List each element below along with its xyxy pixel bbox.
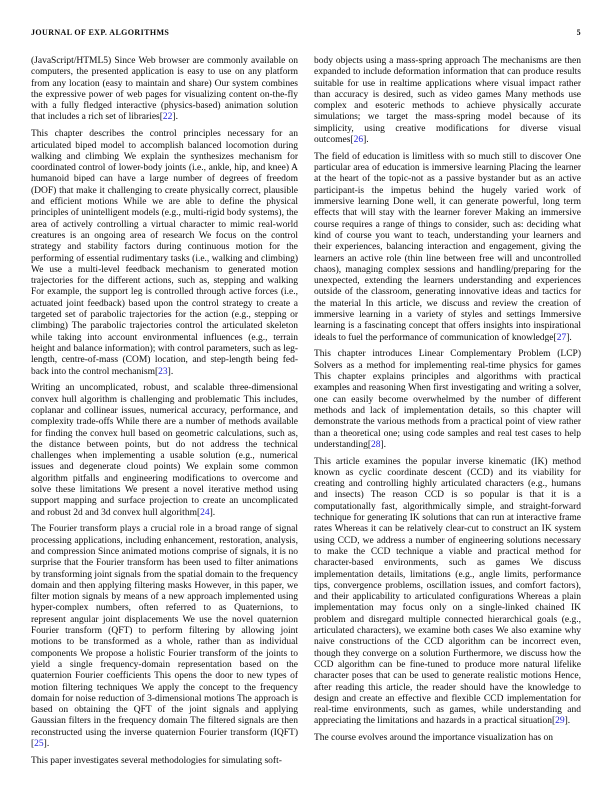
paragraph	[314, 56, 581, 146]
citation-bracket: [	[31, 739, 35, 750]
journal-title: JOURNAL OF EXP. ALGORITHMS	[31, 28, 170, 37]
citation-bracket: [	[551, 716, 556, 727]
citation-link[interactable]: 22	[162, 112, 173, 123]
paragraph-text: This paper investigates several methodologies for simulating soft-	[31, 755, 282, 766]
citation-bracket: [	[155, 366, 159, 377]
citation-link[interactable]: 27	[556, 332, 567, 343]
citation-link[interactable]: 23	[158, 366, 168, 377]
citation-bracket: [	[350, 135, 354, 146]
citation-link[interactable]: 28	[371, 439, 381, 450]
paragraph	[31, 524, 298, 750]
citation-bracket: ].	[167, 366, 174, 377]
citation-link[interactable]: 24	[200, 507, 210, 518]
paragraph-text: This chapter describes the control principles necessary for an articulated biped model to accomplish balanced locomotion during walking and climbing We explain the synthesizes mechanism for coordinated control of lower-body joints (i.e., ankle, hip, and knee) A humanoid biped can have a large number of degrees of freedom (DOF) that make it challenging to create physically correct, plausible and efficient motions While we are able to define the physical principles of unintelligent models (e.g., multi-rigid body systems), the area of actively controlling a virtual character to mimic real-world creatures is an ongoing area of research We focus on the control strategy and stability factors during continuous motion for the performing of essential rudimentary tasks (i.e., walking and climbing) We use a multi-level feedback mechanism to generated motion trajectories for the different actions, such as, stepping and walking For example, the support leg is controlled through active forces (i.e., actuated joint feedback) based upon the control strategy to create a targeted set of parabolic trajectories for the action (e.g., stepping or climbing) The parabolic trajectories control the articulated skeleton while taking into account environmental influences (e.g., terrain height and balance information); with control parameters, such as leg-length, centre-of-mass (COM) location, and step-length being fed-back into the control mechanism	[31, 129, 298, 377]
citation-bracket: ].	[566, 332, 572, 343]
text-columns	[31, 56, 581, 767]
citation-bracket: ].	[209, 507, 216, 518]
citation-link[interactable]: 25	[34, 739, 44, 750]
citation-link[interactable]: 29	[555, 716, 565, 727]
citation-bracket: [	[196, 507, 201, 518]
paragraph-text: The field of education is limitless with so much still to discover One particular area of education is immersive learning Placing the learner at the heart of the topic-not as a passive bystander but as an active participant-is the impetus behind the hugely varied work of immersive learning Done well, it can generate powerful, long term effects that will stay with the learner forever Making an immersive course requires a range of things to consider, such as: deciding what kind of course you want to teach, understanding your learners and their experiences, balancing interaction and engagement, giving the learners an active role (thin line between free will and uncontrolled chaos), managing complex sessions and handling/preparing for the unexpected, extending the learners understanding and experiences outside of the classroom, generating innovative ideas and tactics for the material In this article, we discuss and review the creation of immersive learning in a variety of styles and settings Immersive learning is a fascinating concept that offers insights into inspirational ideals to fuel the performance of communication of knowledge	[314, 151, 581, 343]
citation-bracket: [	[159, 112, 163, 123]
citation-bracket: ].	[172, 112, 178, 123]
paragraph-text: Writing an uncomplicated, robust, and scalable three-dimensional convex hull algorithm is challenging and problematic This includes, coplanar and collinear issues, numerical accuracy, performance, and complexity trade-offs While there are a number of methods available for finding the convex hull based on geometric calculations, such as, the distance between points, but do not address the technical challenges when implementing a usable solution (e.g., numerical issues and degenerate cloud points) We explain some common algorithm pitfalls and engineering modifications to overcome and solve these limitations We present a novel iterative method using support mapping and surface projection to create an uncomplicated and robust 2d and 3d convex hull algorithm	[31, 383, 298, 518]
paragraph	[31, 383, 298, 519]
paragraph	[31, 129, 298, 378]
citation-bracket: [	[367, 439, 371, 450]
paragraph-text: This article examines the popular inverse kinematic (IK) method known as cyclic coordinate descent (CCD) and its viability for creating and controlling highly articulated characters (e.g., humans and insects) The reason CCD is so popular is that it is a computationally fast, algorithmically simple, and straight-forward technique for generating IK solutions that can run at interactive frame rates Whereas it can be relatively clear-cut to construct an IK system using CCD, we address a number of engineering solutions necessary to make the CCD technique a viable and practical method for character-based environments, such as games We discuss implementation details, limitations (e.g., angle limits, performance tips, convergence problems, oscillation issues, and comfort factors), and their applicability to articulated configurations Whereas a plain implementation may focus only on a single-linked chained IK problem and disregard multiple connected hierarchical goals (e.g., articulated characters), we examine both cases We also examine why naive constructions of the CCD algorithm can be incorrect even, though they converge on a solution Furthermore, we discuss how the CCD algorithm can be fine-tuned to produce more natural lifelike character poses that can be used to generate realistic motions Hence, after reading this article, the reader should have the knowledge to design and create an effective and flexible CCD implementation for real-time environments, such as games, while understanding and appreciating the limitations and hazards in a practical situation	[314, 456, 581, 727]
page-number: 5	[576, 28, 581, 37]
paragraph	[314, 152, 581, 344]
paragraph-text: This chapter introduces Linear Complementary Problem (LCP) Solvers as a method for implementing real-time physics for games This chapter explains principles and algorithms with practical examples and reasoning When first investigating and writing a solver, one can easily become overwhelmed by the number of different methods and lack of implementation details, so this chapter will demonstrate the various methods from a practical point of view rather than a theoretical one; using code samples and real test cases to help understanding	[314, 349, 581, 450]
citation-bracket: ].	[43, 739, 50, 750]
paragraph	[314, 457, 581, 728]
paragraph-text: body objects using a mass-spring approach The mechanisms are then expanded to include deformation information that can produce results suitable for use in realtime applications where visual impact rather than accuracy is desired, such as video games Many methods use complex and esoteric methods to achieve physically accurate simulations; we target the mass-spring model because of its simplicity, using creative modifications for diverse visual outcomes	[314, 56, 581, 146]
paragraph-text: The course evolves around the importance visualization has on	[314, 733, 554, 744]
citation-link[interactable]: 26	[353, 135, 364, 146]
paragraph	[314, 349, 581, 451]
paragraph	[314, 733, 581, 744]
citation-bracket: ].	[363, 135, 369, 146]
paragraph-text: (JavaScript/HTML5) Since Web browser are commonly available on computers, the presented application is easy to use on any platform from any location (easy to maintain and share) Our system combines the expressive power of web pages for visualizing content on-the-fly with a fully fledged interactive (physics-based) animation solution that includes a rich set of libraries	[31, 56, 298, 123]
right-column	[314, 56, 581, 767]
citation-bracket: [	[553, 332, 557, 343]
page-header	[31, 28, 581, 37]
paragraph	[31, 56, 298, 124]
paragraph	[31, 756, 298, 767]
left-column	[31, 56, 298, 767]
citation-bracket: ].	[564, 716, 571, 727]
citation-bracket: ].	[380, 439, 387, 450]
paragraph-text: The Fourier transform plays a crucial role in a broad range of signal processing applications, including enhancement, restoration, analysis, and compression Since animated motions comprise of signals, it is no surprise that the Fourier transform has been used to filter animations by transforming joint signals from the spatial domain to the frequency domain and then applying filtering masks However, in this paper, we filter motion signals by means of a new approach implemented using hyper-complex numbers, often referred to as Quaternions, to represent angular joint displacements We use the novel quaternion Fourier transform (QFT) to perform filtering by allowing joint motions to be transformed as a whole, rather than as individual components We propose a holistic Fourier transform of the joints to yield a single frequency-domain representation based on the quaternion Fourier coefficients This opens the door to new types of motion filtering techniques We apply the concept to the frequency domain for noise reduction of 3-dimensional motions The approach is based on obtaining the QFT of the joint signals and applying Gaussian filters in the frequency domain The filtered signals are then reconstructed using the inverse quaternion Fourier transform (IQFT)	[31, 524, 298, 738]
